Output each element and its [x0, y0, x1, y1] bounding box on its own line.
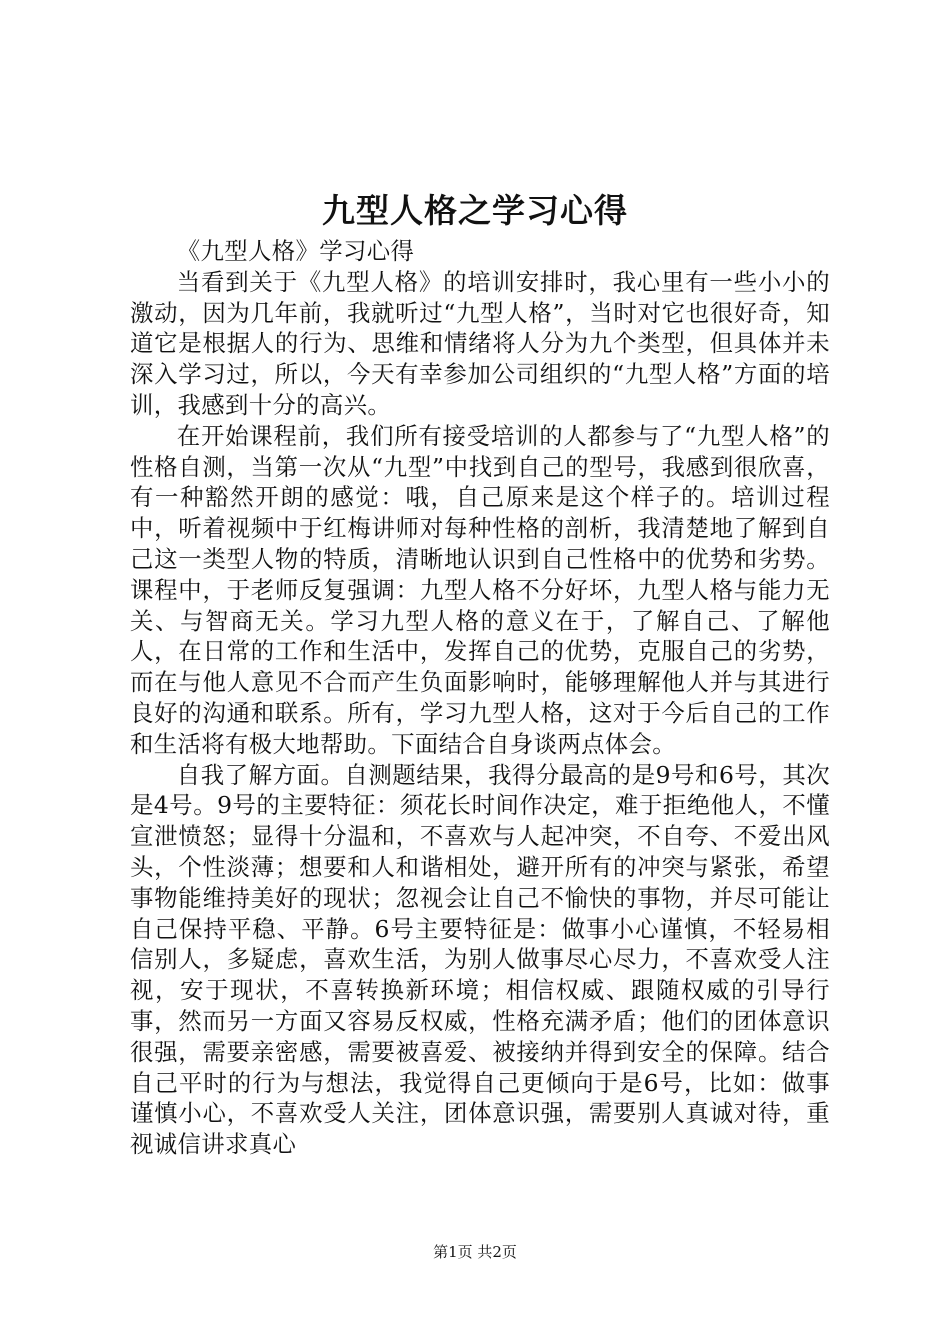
page-footer: 第1页 共2页 — [433, 1243, 517, 1261]
document-body — [130, 236, 830, 1160]
document-subtitle: 《九型人格》学习心得 — [176, 237, 415, 265]
document-title: 九型人格之学习心得 — [322, 191, 628, 230]
paragraph-1: 当看到关于《九型人格》的培训安排时，我心里有一些小小的激动，因为几年前，我就听过“九型人格”，当时对它也很好奇，知道它是根据人的行为、思维和情绪将人分为九个类型，但具体并未深入学习过，所以，今天有幸参加公司组织的“九型人格”方面的培训，我感到十分的高兴。 — [130, 267, 830, 419]
paragraph-3: 自我了解方面。自测题结果，我得分最高的是9号和6号，其次是4号。9号的主要特征：须花长时间作决定，难于拒绝他人，不懂宣泄愤怒；显得十分温和，不喜欢与人起冲突，不自夸、不爱出风头，个性淡薄；想要和人和谐相处，避开所有的冲突与紧张，希望事物能维持美好的现状；忽视会让自己不愉快的事物，并尽可能让自己保持平稳、平静。6号主要特征是：做事小心谨慎，不轻易相信别人，多疑虑，喜欢生活，为别人做事尽心尽力，不喜欢受人注视，安于现状，不喜转换新环境；相信权威、跟随权威的引导行事，然而另一方面又容易反权威，性格充满矛盾；他们的团体意识很强，需要亲密感，需要被喜爱、被接纳并得到安全的保障。结合自己平时的行为与想法，我觉得自己更倾向于是6号，比如：做事谨慎小心，不喜欢受人关注，团体意识强，需要别人真诚对待，重视诚信讲求真心 — [130, 760, 830, 1159]
paragraph-2: 在开始课程前，我们所有接受培训的人都参与了“九型人格”的性格自测，当第一次从“九型”中找到自己的型号，我感到很欣喜，有一种豁然开朗的感觉：哦，自己原来是这个样子的。培训过程中，听着视频中于红梅讲师对每种性格的剖析，我清楚地了解到自己这一类型人物的特质，清晰地认识到自己性格中的优势和劣势。课程中，于老师反复强调：九型人格不分好坏，九型人格与能力无关、与智商无关。学习九型人格的意义在于，了解自己、了解他人，在日常的工作和生活中，发挥自己的优势，克服自己的劣势，而在与他人意见不合而产生负面影响时，能够理解他人并与其进行良好的沟通和联系。所有，学习九型人格，这对于今后自己的工作和生活将有极大地帮助。下面结合自身谈两点体会。 — [130, 421, 830, 758]
